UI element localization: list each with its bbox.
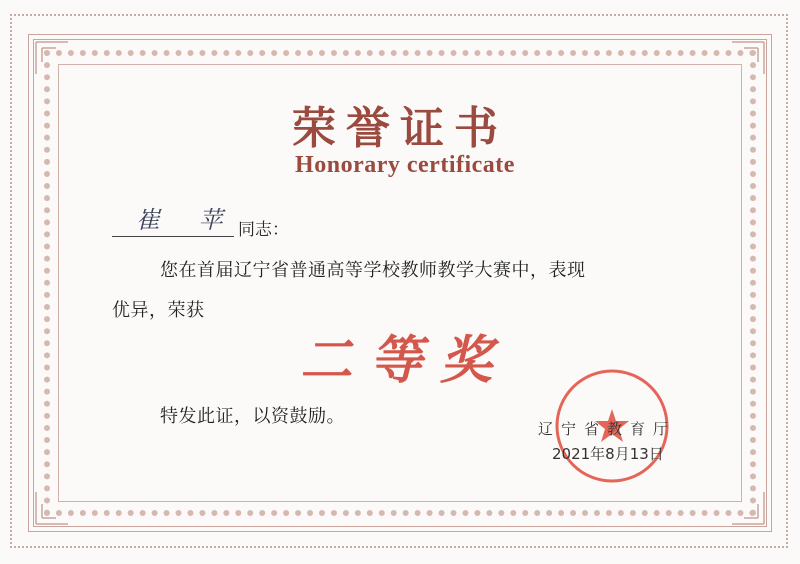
certificate-title-english: Honorary certificate xyxy=(295,152,515,178)
salutation-text: 同志： xyxy=(238,220,289,240)
issuer-name: 辽宁省教育厅 xyxy=(538,420,677,438)
recipient-underline xyxy=(112,236,234,237)
award-name: 二等奖 xyxy=(300,330,511,391)
body-text-line-2: 优异，荣获 xyxy=(112,300,205,321)
issue-date: 2021年8月13日 xyxy=(552,445,664,463)
closing-text: 特发此证，以资鼓励。 xyxy=(160,406,345,427)
corner-ornament-icon xyxy=(730,490,766,526)
corner-ornament-icon xyxy=(34,40,70,76)
corner-ornament-icon xyxy=(34,490,70,526)
corner-ornament-icon xyxy=(730,40,766,76)
certificate-title-chinese: 荣誉证书 xyxy=(292,103,508,154)
body-text-line-1: 您在首届辽宁省普通高等学校教师教学大赛中，表现 xyxy=(160,260,586,281)
recipient-name: 崔 苹 xyxy=(136,206,235,234)
